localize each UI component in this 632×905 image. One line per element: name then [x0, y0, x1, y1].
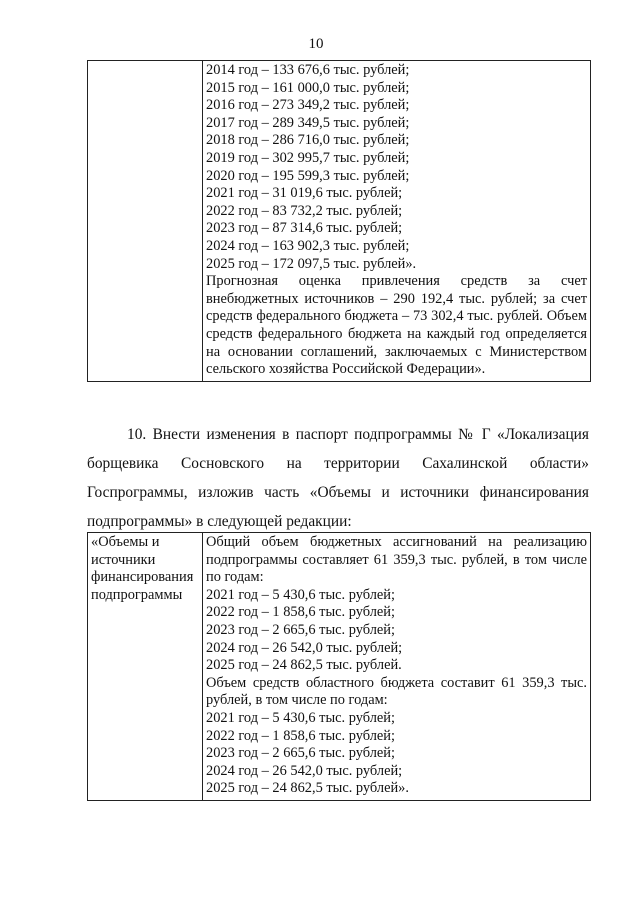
funding-forecast-paragraph: Прогнозная оценка привлечения средств за счет внебюджетных источников – 290 192,4 тыс. рублей; за счет средств федерального бюджета – 73 302,4 тыс. рублей. Объем средств федерального бюджета на каждый год определяется на основании соглашений, заключаемых с Министерством сельского хозяйства Российской Федерации». — [206, 273, 587, 378]
year-line: 2017 год – 289 349,5 тыс. рублей; — [206, 114, 410, 131]
year-line: 2022 год – 83 732,2 тыс. рублей; — [206, 202, 403, 219]
table-cell-content — [203, 533, 591, 801]
page-number: 10 — [308, 36, 324, 52]
amendment-text: 10. Внести изменения в паспорт подпрограммы № Г «Локализация борщевика Сосновского на территории Сахалинской области» Госпрограммы, изложив часть «Объемы и источники финансирования подпрограммы» в следующей редакции: — [87, 426, 589, 530]
year-line: 2015 год – 161 000,0 тыс. рублей; — [206, 79, 410, 96]
year-line: 2025 год – 172 097,5 тыс. рублей». — [206, 255, 417, 272]
year-line: 2023 год – 2 665,6 тыс. рублей; — [206, 621, 395, 638]
table-row — [88, 61, 591, 382]
year-line: 2025 год – 24 862,5 тыс. рублей. — [206, 657, 402, 674]
table-cell-content — [203, 61, 591, 382]
year-line: 2019 год – 302 995,7 тыс. рублей; — [206, 149, 410, 166]
year-line: 2023 год – 2 665,6 тыс. рублей; — [206, 745, 395, 762]
table-cell-label-empty — [88, 61, 203, 382]
year-line: 2021 год – 5 430,6 тыс. рублей; — [206, 709, 395, 726]
year-line: 2024 год – 26 542,0 тыс. рублей; — [206, 639, 403, 656]
total-budget-paragraph: Общий объем бюджетных ассигнований на реализацию подпрограммы составляет 61 359,3 тыс. рублей, в том числе по годам: — [206, 534, 587, 586]
year-line: 2016 год – 273 349,2 тыс. рублей; — [206, 97, 410, 114]
year-line: 2022 год – 1 858,6 тыс. рублей; — [206, 727, 395, 744]
passport-table-subprogram-g — [87, 532, 591, 801]
year-line: 2025 год – 24 862,5 тыс. рублей». — [206, 780, 409, 797]
year-line: 2014 год – 133 676,6 тыс. рублей; — [206, 62, 410, 78]
passport-table-continuation — [87, 60, 591, 382]
year-line: 2021 год – 31 019,6 тыс. рублей; — [206, 185, 403, 202]
year-line: 2023 год – 87 314,6 тыс. рублей; — [206, 220, 403, 237]
year-line: 2020 год – 195 599,3 тыс. рублей; — [206, 167, 410, 184]
year-line: 2021 год – 5 430,6 тыс. рублей; — [206, 586, 395, 603]
table-row — [88, 533, 591, 801]
year-line: 2018 год – 286 716,0 тыс. рублей; — [206, 132, 410, 149]
year-line: 2022 год – 1 858,6 тыс. рублей; — [206, 604, 395, 621]
regional-budget-paragraph: Объем средств областного бюджета составит 61 359,3 тыс. рублей, в том числе по годам: — [206, 674, 587, 709]
amendment-item-10 — [87, 420, 589, 536]
table-cell-label: «Объемы и источники финансирования подпрограммы — [88, 533, 203, 801]
year-line: 2024 год – 26 542,0 тыс. рублей; — [206, 762, 403, 779]
year-line: 2024 год – 163 902,3 тыс. рублей; — [206, 237, 410, 254]
